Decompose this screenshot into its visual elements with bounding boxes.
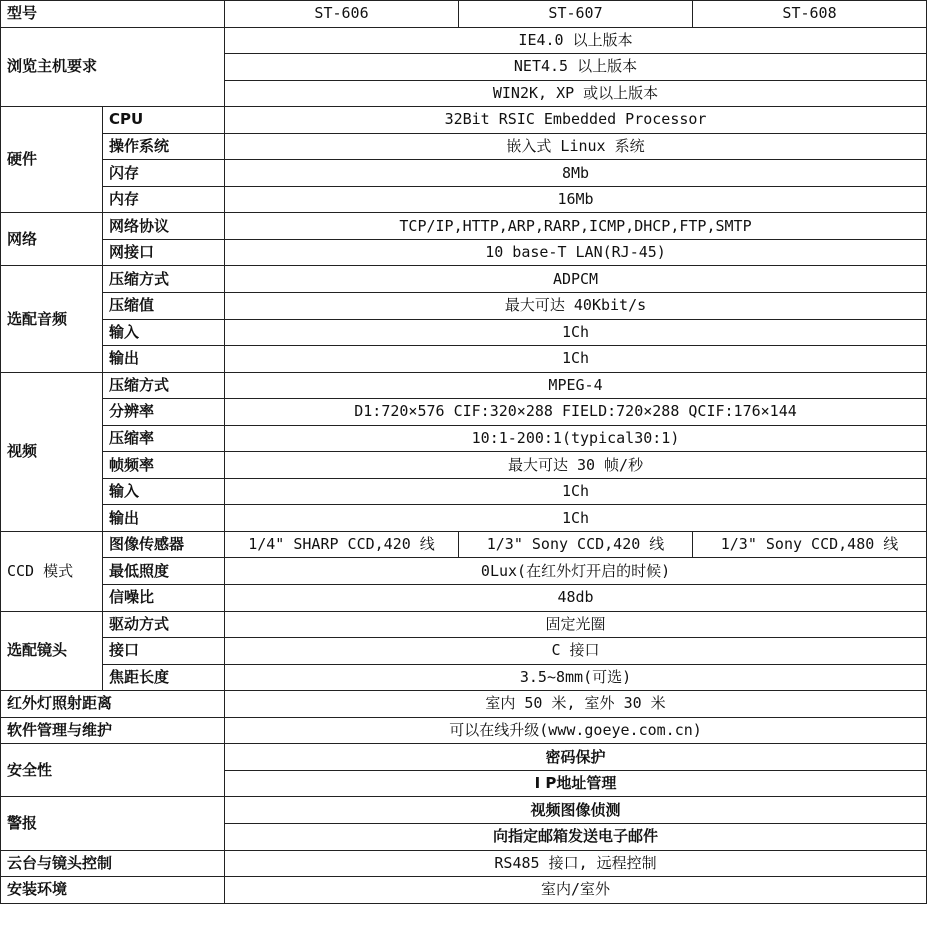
browser-value: NET4.5 以上版本 [225, 54, 927, 81]
software-value: 可以在线升级(www.goeye.com.cn) [225, 717, 927, 744]
sensor-st608: 1/3" Sony CCD,480 线 [693, 531, 927, 558]
browser-value: WIN2K, XP 或以上版本 [225, 80, 927, 107]
table-row [1, 877, 927, 904]
model-st608: ST-608 [693, 1, 927, 28]
table-row [1, 133, 927, 160]
browser-value: IE4.0 以上版本 [225, 27, 927, 54]
table-row [1, 558, 927, 585]
table-row [1, 691, 927, 718]
spec-name: 图像传感器 [103, 531, 225, 558]
table-row [1, 27, 927, 54]
table-row [1, 478, 927, 505]
sensor-st607: 1/3" Sony CCD,420 线 [459, 531, 693, 558]
spec-value: C 接口 [225, 638, 927, 665]
spec-name: 闪存 [103, 160, 225, 187]
spec-value: 32Bit RSIC Embedded Processor [225, 107, 927, 134]
table-row [1, 160, 927, 187]
table-row [1, 664, 927, 691]
spec-name: 操作系统 [103, 133, 225, 160]
spec-value: 最大可达 30 帧/秒 [225, 452, 927, 479]
spec-value: 1Ch [225, 505, 927, 532]
security-label: 安全性 [1, 744, 225, 797]
security-value: 密码保护 [225, 744, 927, 771]
video-label: 视频 [1, 372, 103, 531]
spec-name: 输出 [103, 346, 225, 373]
spec-name: 分辨率 [103, 399, 225, 426]
ptz-value: RS485 接口, 远程控制 [225, 850, 927, 877]
environment-label: 安装环境 [1, 877, 225, 904]
spec-value: ADPCM [225, 266, 927, 293]
environment-value: 室内/室外 [225, 877, 927, 904]
spec-value: 16Mb [225, 186, 927, 213]
header-row [1, 1, 927, 28]
spec-value: 48db [225, 585, 927, 612]
lens-label: 选配镜头 [1, 611, 103, 691]
table-row [1, 346, 927, 373]
table-row [1, 797, 927, 824]
spec-value: 1Ch [225, 346, 927, 373]
spec-value: 8Mb [225, 160, 927, 187]
spec-name: 网接口 [103, 239, 225, 266]
model-label: 型号 [1, 1, 225, 28]
network-label: 网络 [1, 213, 103, 266]
spec-name: 压缩方式 [103, 372, 225, 399]
spec-value: 固定光圈 [225, 611, 927, 638]
table-row [1, 239, 927, 266]
spec-value: 1Ch [225, 478, 927, 505]
table-row [1, 266, 927, 293]
spec-name: 输出 [103, 505, 225, 532]
spec-value: 最大可达 40Kbit/s [225, 293, 927, 320]
table-row [1, 744, 927, 771]
ccd-label: CCD 模式 [1, 531, 103, 611]
hardware-label: 硬件 [1, 107, 103, 213]
table-row [1, 717, 927, 744]
spec-name: 输入 [103, 319, 225, 346]
ir-label: 红外灯照射距离 [1, 691, 225, 718]
spec-name: 内存 [103, 186, 225, 213]
table-row [1, 319, 927, 346]
spec-value: 3.5~8mm(可选) [225, 664, 927, 691]
table-row [1, 425, 927, 452]
table-row [1, 850, 927, 877]
table-row [1, 638, 927, 665]
spec-name: 接口 [103, 638, 225, 665]
spec-name: 驱动方式 [103, 611, 225, 638]
spec-name: 输入 [103, 478, 225, 505]
model-st606: ST-606 [225, 1, 459, 28]
spec-value: D1:720×576 CIF:320×288 FIELD:720×288 QCIF:176×144 [225, 399, 927, 426]
spec-name: 帧频率 [103, 452, 225, 479]
spec-name: CPU [103, 107, 225, 134]
spec-name: 压缩率 [103, 425, 225, 452]
table-row [1, 611, 927, 638]
table-row [1, 372, 927, 399]
spec-value: 0Lux(在红外灯开启的时候) [225, 558, 927, 585]
spec-name: 最低照度 [103, 558, 225, 585]
table-row [1, 399, 927, 426]
table-row [1, 505, 927, 532]
spec-name: 网络协议 [103, 213, 225, 240]
alarm-value: 向指定邮箱发送电子邮件 [225, 823, 927, 850]
table-row [1, 186, 927, 213]
model-st607: ST-607 [459, 1, 693, 28]
spec-value: TCP/IP,HTTP,ARP,RARP,ICMP,DHCP,FTP,SMTP [225, 213, 927, 240]
ir-value: 室内 50 米, 室外 30 米 [225, 691, 927, 718]
spec-value: 10:1-200:1(typical30:1) [225, 425, 927, 452]
table-row [1, 107, 927, 134]
spec-value: MPEG-4 [225, 372, 927, 399]
alarm-label: 警报 [1, 797, 225, 850]
sensor-st606: 1/4" SHARP CCD,420 线 [225, 531, 459, 558]
ptz-label: 云台与镜头控制 [1, 850, 225, 877]
software-label: 软件管理与维护 [1, 717, 225, 744]
alarm-value: 视频图像侦测 [225, 797, 927, 824]
spec-value: 1Ch [225, 319, 927, 346]
audio-label: 选配音频 [1, 266, 103, 372]
spec-name: 压缩方式 [103, 266, 225, 293]
spec-value: 10 base-T LAN(RJ-45) [225, 239, 927, 266]
table-row [1, 531, 927, 558]
table-row [1, 585, 927, 612]
spec-name: 焦距长度 [103, 664, 225, 691]
spec-name: 信噪比 [103, 585, 225, 612]
table-row [1, 293, 927, 320]
table-row [1, 213, 927, 240]
table-row [1, 452, 927, 479]
spec-value: 嵌入式 Linux 系统 [225, 133, 927, 160]
browser-label: 浏览主机要求 [1, 27, 225, 107]
spec-name: 压缩值 [103, 293, 225, 320]
security-value: I P地址管理 [225, 770, 927, 797]
